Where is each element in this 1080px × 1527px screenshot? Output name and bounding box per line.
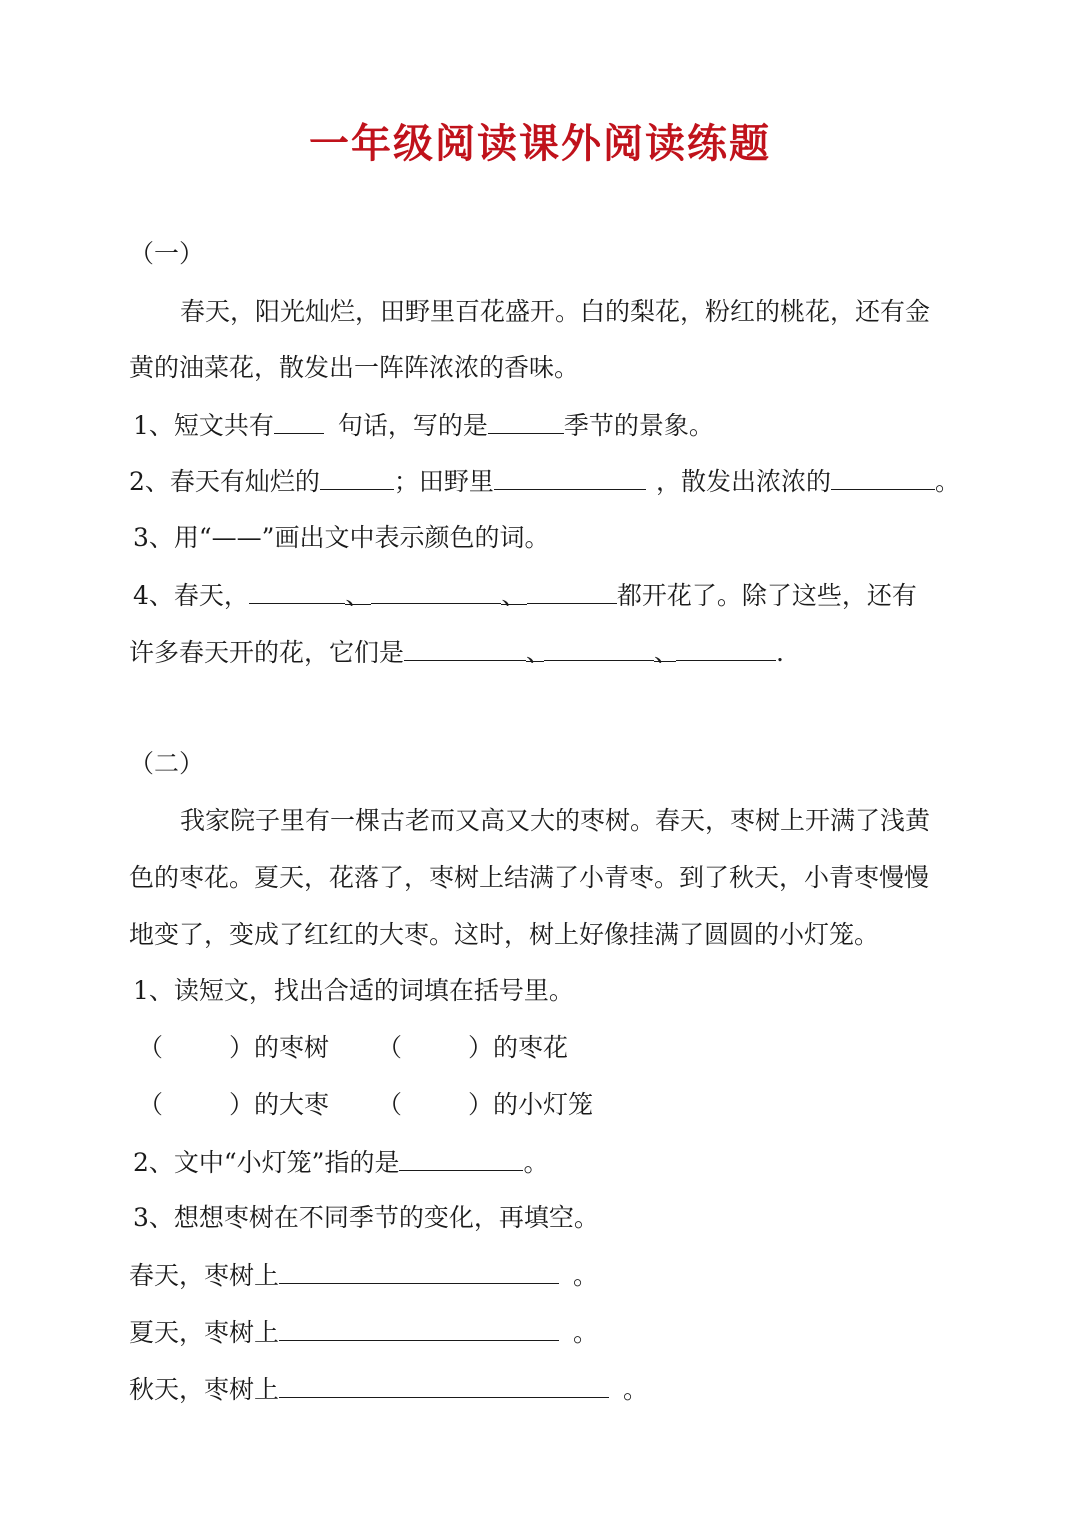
s1-q4-sep-4: 、	[654, 635, 676, 662]
s1-q2-text-c: ，散发出浓浓的	[655, 467, 831, 496]
s1-q4-blank-2[interactable]	[371, 577, 501, 604]
s2-lparen-4: （	[377, 1090, 403, 1119]
s1-question-4	[133, 577, 917, 614]
s1-q4-blank-6[interactable]	[676, 634, 776, 661]
s2-q2-text-a: 2、文中“小灯笼”指的是	[133, 1148, 400, 1177]
s1-q4-sep-3: 、	[526, 635, 544, 662]
s2-summer-label: 夏天，枣树上	[129, 1318, 280, 1347]
s2-summer-period: 。	[573, 1318, 599, 1347]
s1-q4-sep-1: 、	[345, 578, 371, 605]
s1-q4-blank-1[interactable]	[249, 577, 345, 604]
s1-q4-blank-4[interactable]	[404, 634, 526, 661]
s2-spring-label: 春天，枣树上	[129, 1261, 280, 1290]
passage-2-line-2: 色的枣花。夏天，花落了，枣树上结满了小青枣。到了秋天，小青枣慢慢	[129, 863, 930, 892]
s2-spring-blank[interactable]	[279, 1257, 559, 1284]
s1-q1-blank-2[interactable]	[488, 407, 564, 434]
passage-2-line-3: 地变了，变成了红红的大枣。这时，树上好像挂满了圆圆的小灯笼。	[129, 920, 880, 949]
s1-question-3: 3、用“——”画出文中表示颜色的词。	[133, 523, 550, 552]
s1-q4-blank-3[interactable]	[527, 577, 617, 604]
s1-q4-text-d: .	[776, 638, 784, 667]
s2-lparen-1: （	[138, 1033, 164, 1062]
s2-fill-1: ）的枣树	[229, 1033, 330, 1062]
s2-question-1: 1、读短文，找出合适的词填在括号里。	[133, 976, 574, 1005]
passage-1-line-2: 黄的油菜花，散发出一阵阵浓浓的香味。	[129, 353, 580, 382]
s2-spring-row	[129, 1257, 598, 1294]
s2-autumn-period: 。	[623, 1375, 649, 1404]
s1-q2-text-b: ；田野里	[393, 467, 494, 496]
s1-question-2	[129, 463, 960, 500]
s2-lparen-2: （	[377, 1033, 403, 1062]
s2-fill-4: ）的小灯笼	[468, 1090, 594, 1119]
s2-autumn-blank[interactable]	[279, 1371, 609, 1398]
s1-q1-text-c: 季节的景象。	[563, 411, 714, 440]
s2-q2-text-b: 。	[523, 1148, 549, 1177]
s2-bracket-row-1	[138, 1030, 568, 1066]
s1-q2-text-d: 。	[934, 467, 960, 496]
s1-q4-text-a: 4、春天，	[133, 581, 249, 610]
s2-q2-blank[interactable]	[399, 1144, 523, 1171]
s2-question-2	[133, 1144, 548, 1181]
s1-question-4-cont	[129, 634, 784, 671]
s1-q1-text-a: 1、短文共有	[133, 411, 274, 440]
s1-q1-blank-1[interactable]	[274, 407, 324, 434]
s2-fill-2: ）的枣花	[468, 1033, 569, 1062]
s1-q2-text-a: 2、春天有灿烂的	[129, 467, 320, 496]
s2-autumn-label: 秋天，枣树上	[129, 1375, 280, 1404]
s2-question-3: 3、想想枣树在不同季节的变化，再填空。	[133, 1203, 599, 1232]
s1-q2-blank-3[interactable]	[831, 463, 935, 490]
section-1-heading: （一）	[129, 239, 205, 268]
s1-q4-text-c: 许多春天开的花，它们是	[129, 638, 405, 667]
passage-2-line-1: 我家院子里有一棵古老而又高又大的枣树。春天，枣树上开满了浅黄	[180, 806, 931, 835]
s1-q2-blank-2[interactable]	[494, 463, 646, 490]
s2-bracket-row-2	[138, 1087, 593, 1123]
s2-lparen-3: （	[138, 1090, 164, 1119]
s2-summer-blank[interactable]	[279, 1314, 559, 1341]
s1-q1-text-b: 句话，写的是	[337, 411, 488, 440]
s2-summer-row	[129, 1314, 598, 1351]
s2-fill-3: ）的大枣	[229, 1090, 330, 1119]
page-title: 一年级阅读课外阅读练题	[309, 120, 771, 167]
s1-q2-blank-1[interactable]	[320, 463, 394, 490]
s1-q4-sep-2: 、	[501, 578, 527, 605]
passage-1-line-1: 春天，阳光灿烂，田野里百花盛开。白的梨花，粉红的桃花，还有金	[180, 297, 931, 326]
s1-q4-text-b: 都开花了。除了这些，还有	[616, 581, 917, 610]
s1-q4-blank-5[interactable]	[544, 634, 654, 661]
s1-question-1	[133, 407, 714, 444]
section-2-heading: （二）	[129, 749, 205, 778]
s2-autumn-row	[129, 1371, 648, 1408]
s2-spring-period: 。	[573, 1261, 599, 1290]
